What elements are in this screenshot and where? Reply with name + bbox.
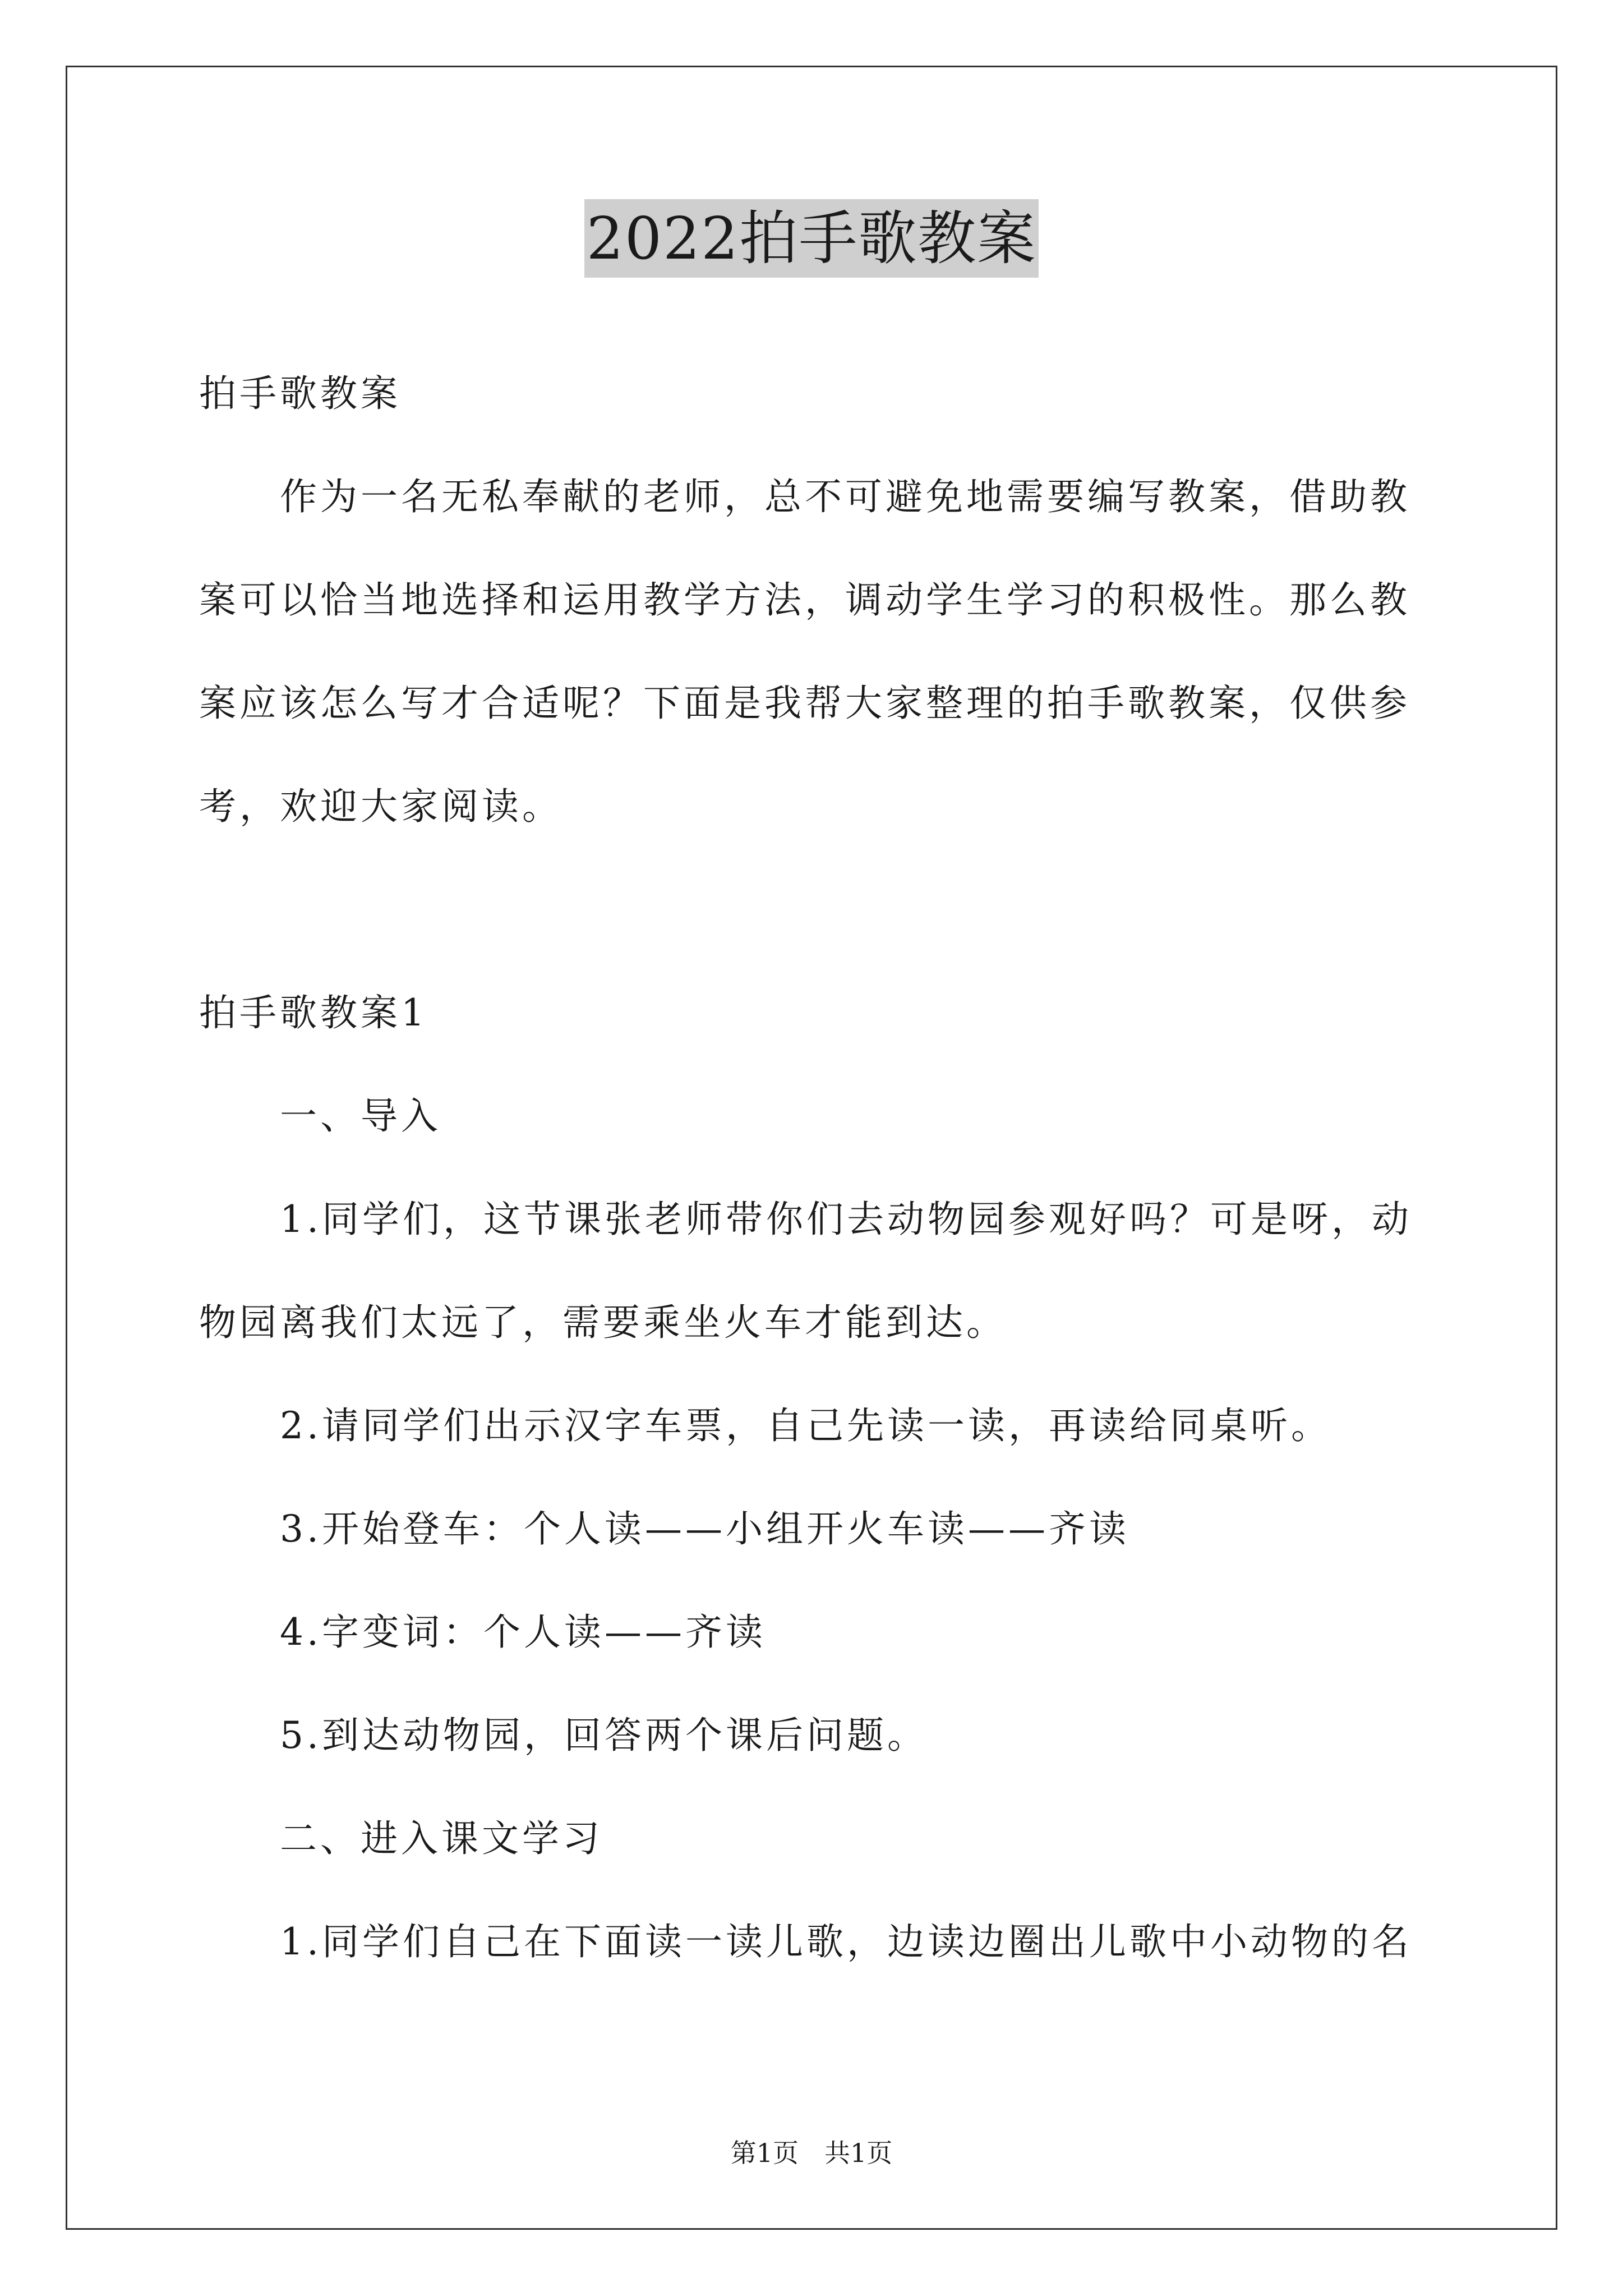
list-item: 5.到达动物园，回答两个课后问题。 xyxy=(280,1714,928,1757)
list-item-continued: 物园离我们太远了，需要乘坐火车才能到达。 xyxy=(199,1301,1007,1344)
document-title: 2022拍手歌教案 xyxy=(584,199,1039,278)
list-item: 1.同学们自己在下面读一读儿歌，边读边圈出儿歌中小动物的名 xyxy=(280,1920,1412,1963)
intro-line: 案可以恰当地选择和运用教学方法，调动学生学习的积极性。那么教 xyxy=(199,578,1410,622)
list-item: 3.开始登车：个人读——小组开火车读——齐读 xyxy=(280,1507,1129,1550)
section-title: 拍手歌教案1 xyxy=(199,991,428,1034)
list-item: 2.请同学们出示汉字车票，自己先读一读，再读给同桌听。 xyxy=(280,1404,1331,1447)
subtitle: 拍手歌教案 xyxy=(199,372,401,415)
page-footer: 第1页 共1页 xyxy=(730,2138,893,2168)
intro-line: 考，欢迎大家阅读。 xyxy=(199,785,562,828)
intro-line: 作为一名无私奉献的老师，总不可避免地需要编写教案，借助教 xyxy=(280,475,1410,518)
title-container xyxy=(0,199,1623,278)
document-body xyxy=(199,342,1433,1994)
intro-line: 案应该怎么写才合适呢？下面是我帮大家整理的拍手歌教案，仅供参 xyxy=(199,682,1410,725)
heading-lesson: 二、进入课文学习 xyxy=(280,1817,603,1860)
heading-intro: 一、导入 xyxy=(280,1094,441,1138)
list-item: 4.字变词：个人读——齐读 xyxy=(280,1611,766,1654)
spacer xyxy=(199,858,1433,961)
list-item: 1.同学们，这节课张老师带你们去动物园参观好吗？可是呀，动 xyxy=(280,1198,1412,1241)
